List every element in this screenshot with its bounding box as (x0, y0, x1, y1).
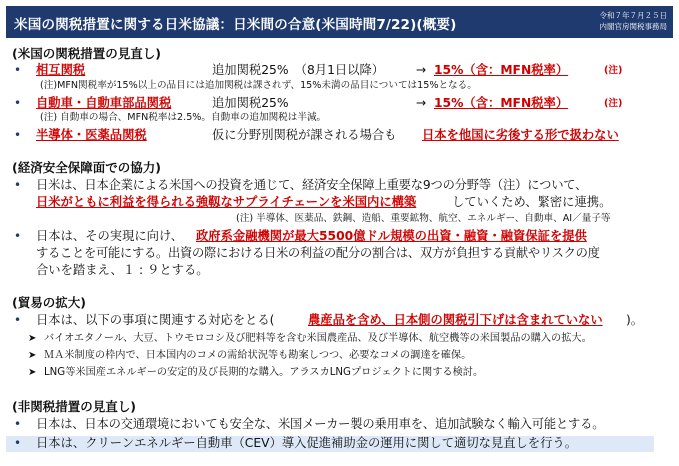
arrow-icon: → (416, 63, 427, 77)
security-bullet-2-line-2: することを可能にする。出資の際における日米の利益の配分の割合は、双方が負担する貢献やリスクの度 (36, 246, 600, 260)
page-title: 米国の関税措置に関する日米協議：日米間の合意(米国時間7/22)(概要) (14, 17, 457, 33)
auto-tariff-detail: 追加関税25% (212, 96, 289, 110)
section-heading-security: (経済安全保障面での協力) (12, 160, 161, 175)
no-tariff-cut-emphasis: 農産品を含め、日本側の関税引下げは含まれていない (308, 313, 603, 327)
bullet-icon: • (14, 63, 22, 77)
bullet-icon: • (14, 313, 22, 327)
semiconductor-tariff-emphasis: 日本を他国に劣後する形で扱わない (422, 128, 619, 142)
section-heading-non-tariff: (非関税措置の見直し) (12, 399, 136, 414)
investment-emphasis: 政府系金融機関が最大5500億ドル規模の出資・融資・融資保証を提供 (196, 229, 587, 243)
security-note: (注) 半導体、医薬品、鉄鋼、造船、重要鉱物、航空、エネルギー、自動車、AI／量子等 (236, 213, 611, 224)
security-bullet-2-line-3: 合いを踏まえ、１ : ９とする。 (36, 263, 209, 277)
bullet-icon: • (14, 96, 22, 110)
issuing-office: 内閣官房関税事務局 (599, 22, 667, 31)
trade-item-2: ＭＡ米制度の枠内で、日本国内のコメの需給状況等も勘案しつつ、必要なコメの調達を確保。 (44, 350, 472, 361)
non-tariff-bullet-2: 日本は、クリーンエネルギー自動車（CEV）導入促進補助金の運用に関して適切な見直しを行う。 (36, 436, 577, 450)
section-heading-trade: (貿易の拡大) (12, 295, 86, 310)
reciprocal-tariff-detail: 追加関税25% （8月1日以降） (212, 63, 385, 77)
arrow-bullet-icon: ➤ (28, 367, 37, 378)
trade-bullet-1-end: )。 (626, 313, 644, 327)
auto-tariff-result: 15%（含：MFN税率） (434, 96, 569, 110)
title-banner (6, 6, 673, 38)
note-mark: (注) (604, 98, 623, 109)
date-text: 令和７年７月２５日 (599, 11, 667, 20)
security-bullet-1-line-1: 日米は、日本企業による米国への投資を通じて、経済安全保障上重要な9つの分野等（注）について、 (36, 178, 588, 192)
security-bullet-2-line-1: 日本は、その実現に向け、 (36, 229, 184, 243)
trade-item-3: LNG等米国産エネルギーの安定的及び長期的な購入。アラスカLNGプロジェクトに関する検討。 (44, 367, 484, 378)
trade-bullet-1: 日本は、以下の事項に関連する対応をとる( (36, 313, 275, 327)
semiconductor-tariff-label: 半導体・医薬品関税 (36, 128, 147, 142)
auto-tariff-label: 自動車・自動車部品関税 (36, 96, 172, 110)
note-mark: (注) (604, 65, 623, 76)
security-bullet-1-line-2: していくため、緊密に連携。 (452, 195, 612, 209)
reciprocal-tariff-label: 相互関税 (36, 63, 86, 77)
reciprocal-tariff-note: (注)MFN関税率が15%以上の品目には追加関税は課されず、15%未満の品目については15%となる。 (40, 80, 477, 91)
bullet-icon: • (14, 417, 22, 431)
trade-item-1: バイオエタノール、大豆、トウモロコシ及び肥料等を含む米国農産品、及び半導体、航空機等の米国製品の購入の拡大。 (44, 333, 592, 344)
arrow-bullet-icon: ➤ (28, 350, 37, 361)
arrow-bullet-icon: ➤ (28, 333, 37, 344)
supply-chain-emphasis: 日米がともに利益を得られる強靱なサプライチェーンを米国内に構築 (36, 195, 417, 209)
semiconductor-tariff-detail: 仮に分野別関税が課される場合も (212, 128, 397, 142)
arrow-icon: → (416, 96, 427, 110)
bullet-icon: • (14, 436, 22, 450)
date-block (600, 10, 668, 32)
bullet-icon: • (14, 178, 22, 192)
bullet-icon: • (14, 229, 22, 243)
non-tariff-bullet-1: 日本は、日本の交通環境においても安全な、米国メーカー製の乗用車を、追加試験なく輸入可能とする。 (36, 417, 605, 431)
bullet-icon: • (14, 128, 22, 142)
reciprocal-tariff-result: 15%（含：MFN税率） (434, 63, 569, 77)
auto-tariff-note: (注) 自動車の場合、MFN税率は2.5%。自動車の追加関税は半減。 (40, 112, 327, 123)
section-heading-tariff-review: (米国の関税措置の見直し) (12, 46, 161, 61)
